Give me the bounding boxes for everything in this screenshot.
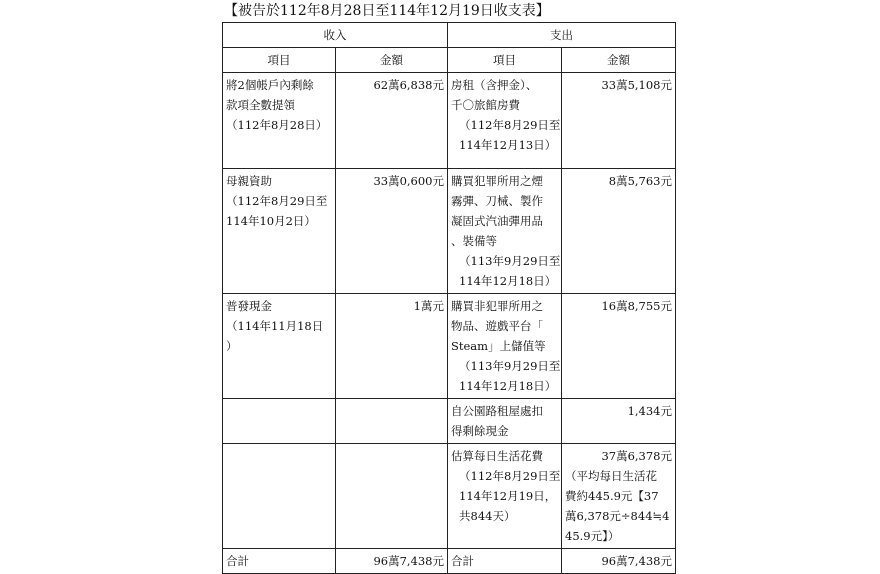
income-item-header: 項目 — [223, 48, 336, 73]
table-row — [223, 294, 676, 399]
expense-item-text: 霧彈、刀械、製作 — [451, 194, 543, 208]
expense-item-period: （113年9月29日至 — [459, 359, 561, 373]
section-header-row — [223, 23, 676, 48]
expense-amount-header: 金額 — [562, 48, 676, 73]
expense-item-period: 114年12月13日） — [459, 138, 557, 152]
expense-item-text: 購買犯罪所用之煙 — [451, 174, 543, 188]
income-item-text: （112年8月29日至 — [226, 194, 328, 208]
expense-item-text: 估算每日生活花費 — [451, 449, 543, 463]
expense-amount-cell — [562, 444, 676, 549]
expense-total-label: 合計 — [448, 549, 562, 574]
expense-amount-note: 萬6,378元÷844≒4 — [565, 509, 670, 523]
column-header-row — [223, 48, 676, 73]
expense-amount-note: 45.9元】） — [565, 529, 620, 543]
income-item-text: 款項全數提領 — [226, 98, 295, 112]
income-amount-header: 金額 — [336, 48, 448, 73]
income-amount-cell — [336, 444, 448, 549]
income-amount-cell — [336, 73, 448, 169]
expense-amount-note: （平均每日生活花 — [565, 469, 657, 483]
expense-item-period: （112年8月29日至 — [459, 469, 561, 483]
expense-item-period: 114年12月18日） — [459, 379, 557, 393]
expense-item-cell — [448, 169, 562, 294]
expense-amount-cell — [562, 399, 676, 444]
expense-item-text: 自公園路租屋處扣 — [451, 404, 543, 418]
expense-total-amount: 96萬7,438元 — [562, 549, 676, 574]
income-amount-text: 62萬6,838元 — [373, 78, 444, 92]
expense-item-text: Steam」上儲值等 — [451, 339, 546, 353]
income-total-label: 合計 — [223, 549, 336, 574]
income-item-text: 母親資助 — [226, 174, 272, 188]
income-amount-text: 33萬0,600元 — [373, 174, 444, 188]
income-item-cell — [223, 73, 336, 169]
table-title: 【被告於112年8月28日至114年12月19日收支表】 — [224, 3, 550, 19]
income-item-text: （112年8月28日） — [226, 118, 328, 132]
expense-item-cell — [448, 73, 562, 169]
expense-amount-cell — [562, 169, 676, 294]
expense-item-text: 得剩餘現金 — [451, 424, 509, 438]
income-item-cell — [223, 444, 336, 549]
expense-amount-text: 33萬5,108元 — [601, 78, 672, 92]
income-item-text: （114年11月18日 — [226, 319, 324, 333]
income-total-amount: 96萬7,438元 — [336, 549, 448, 574]
table-row — [223, 444, 676, 549]
expense-item-period: （113年9月29日至 — [459, 254, 561, 268]
expense-item-text: 凝固式汽油彈用品 — [451, 214, 543, 228]
expense-item-text: 房租（含押金）、 — [451, 78, 538, 92]
table-row — [223, 169, 676, 294]
income-amount-cell — [336, 169, 448, 294]
table-row — [223, 73, 676, 169]
income-amount-cell — [336, 399, 448, 444]
expense-item-header: 項目 — [448, 48, 562, 73]
income-header: 收入 — [223, 23, 448, 48]
expense-item-text: 物品、遊戲平台「 — [451, 319, 543, 333]
income-item-text: 普發現金 — [226, 299, 272, 313]
expense-amount-note: 費約445.9元【37 — [565, 489, 659, 503]
expense-item-text: 購買非犯罪所用之 — [451, 299, 543, 313]
table-row — [223, 399, 676, 444]
income-item-cell — [223, 169, 336, 294]
expense-amount-text: 37萬6,378元 — [601, 449, 672, 463]
expense-item-cell — [448, 444, 562, 549]
expense-amount-text: 8萬5,763元 — [608, 174, 672, 188]
expense-item-period: 共844天） — [459, 509, 516, 523]
income-item-cell — [223, 399, 336, 444]
expense-item-text: 千〇旅館房費 — [451, 98, 520, 112]
income-item-text: 114年10月2日） — [226, 214, 316, 228]
expense-amount-cell — [562, 73, 676, 169]
income-item-text: 將2個帳戶內剩餘 — [226, 78, 314, 92]
expense-header: 支出 — [448, 23, 676, 48]
expense-item-period: （112年8月29日至 — [459, 118, 561, 132]
income-amount-text: 1萬元 — [413, 299, 444, 313]
income-item-text: ） — [226, 339, 238, 353]
income-amount-cell — [336, 294, 448, 399]
expense-item-text: 、裝備等 — [451, 234, 497, 248]
expense-item-period: 114年12月19日， — [459, 489, 557, 503]
income-item-cell — [223, 294, 336, 399]
expense-amount-text: 16萬8,755元 — [601, 299, 672, 313]
expense-item-cell — [448, 294, 562, 399]
totals-row — [223, 549, 676, 574]
expense-amount-cell — [562, 294, 676, 399]
expense-amount-text: 1,434元 — [627, 404, 672, 418]
expense-item-period: 114年12月18日） — [459, 274, 557, 288]
income-expense-table — [222, 22, 676, 574]
expense-item-cell — [448, 399, 562, 444]
